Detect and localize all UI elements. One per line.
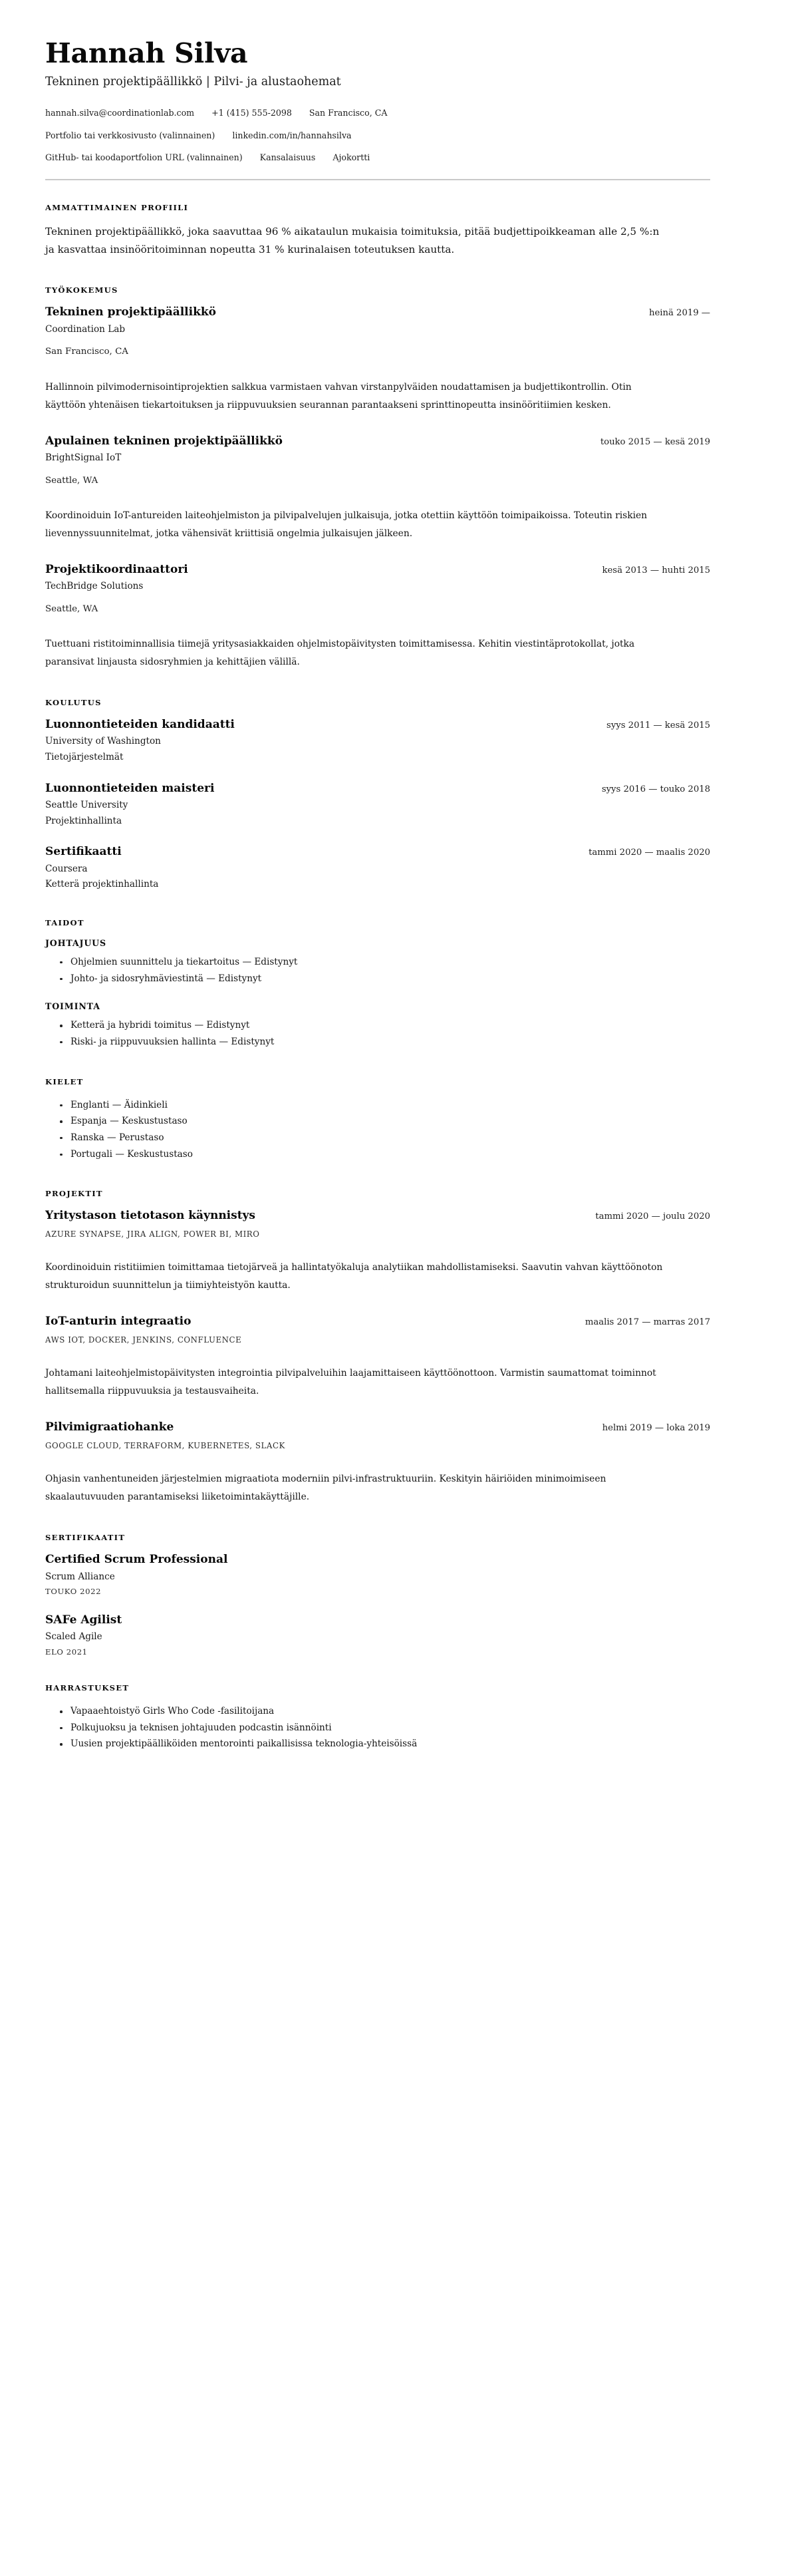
- skill-item: Riski- ja riippuvuuksien hallinta — Edistynyt: [60, 1034, 710, 1050]
- certificate-name: SAFe Agilist: [45, 1613, 122, 1627]
- candidate-name: Hannah Silva: [45, 37, 248, 69]
- education-entry: [45, 782, 710, 828]
- skill-group-operations: [45, 1001, 710, 1050]
- hobby-item: Vapaaehtoistyö Girls Who Code -fasilitoijana: [60, 1703, 710, 1720]
- contact-line-secondary: [45, 130, 710, 142]
- education-dates: syys 2016 — touko 2018: [601, 784, 710, 794]
- project-entry: [45, 1209, 710, 1295]
- section-title-hobbies: HARRASTUKSET: [45, 1683, 130, 1693]
- certificate-issuer: Scrum Alliance: [45, 1571, 115, 1582]
- project-dates: maalis 2017 — marras 2017: [585, 1317, 710, 1328]
- project-tech-stack: AWS IOT, DOCKER, JENKINS, CONFLUENCE: [45, 1335, 242, 1345]
- contact-phone[interactable]: +1 (415) 555-2098: [211, 107, 292, 118]
- project-tech-stack: GOOGLE CLOUD, TERRAFORM, KUBERNETES, SLACK: [45, 1441, 285, 1451]
- certificate-entry: [45, 1553, 710, 1596]
- project-name: Pilvimigraatiohanke: [45, 1420, 174, 1434]
- resume-header: [45, 39, 710, 164]
- experience-entry: [45, 434, 710, 543]
- section-title-projects: PROJEKTIT: [45, 1189, 103, 1199]
- certificate-issuer: Scaled Agile: [45, 1631, 102, 1643]
- experience-entry-head: [45, 563, 710, 577]
- language-item: Englanti — Äidinkieli: [60, 1097, 710, 1114]
- project-entry-head: [45, 1315, 710, 1329]
- contact-line-primary: [45, 107, 710, 120]
- section-projects: [45, 1189, 710, 1506]
- education-school: Seattle University: [45, 799, 128, 810]
- section-title-profile: AMMATTIMAINEN PROFIILI: [45, 203, 189, 213]
- experience-entry-head: [45, 434, 710, 448]
- contact-location: San Francisco, CA: [309, 107, 388, 118]
- section-title-languages: KIELET: [45, 1076, 84, 1086]
- education-entry-head: [45, 782, 710, 796]
- section-languages: [45, 1077, 710, 1163]
- experience-entry: [45, 305, 710, 414]
- skill-group-title: TOIMINTA: [45, 1001, 100, 1012]
- project-entry: [45, 1315, 710, 1400]
- project-tech-stack: AZURE SYNAPSE, JIRA ALIGN, POWER BI, MIRO: [45, 1229, 260, 1239]
- contact-line-tertiary: [45, 152, 710, 164]
- experience-description: Koordinoiduin IoT-antureiden laiteohjelmiston ja pilvipalvelujen julkaisuja, jotka otettiin käyttöön toimipaikoissa. Toteutin riskien lievennyssuunnitelmat, jotka vähensivät kriittisiä ongelmia julkaisujen jälkeen.: [45, 510, 648, 539]
- project-entry-head: [45, 1209, 710, 1223]
- experience-role: Apulainen tekninen projektipäällikkö: [45, 434, 283, 448]
- certificate-date: ELO 2021: [45, 1647, 88, 1657]
- contact-linkedin[interactable]: linkedin.com/in/hannahsilva: [232, 130, 352, 140]
- project-dates: tammi 2020 — joulu 2020: [595, 1211, 710, 1222]
- contact-nationality: Kansalaisuus: [259, 152, 316, 163]
- section-title-certificates: SERTIFIKAATIT: [45, 1533, 126, 1543]
- section-title-experience: TYÖKOKEMUS: [45, 285, 118, 295]
- hobby-item: Uusien projektipäälliköiden mentorointi paikallisissa teknologia-yhteisöissä: [60, 1736, 710, 1752]
- education-field: Tietojärjestelmät: [45, 751, 124, 762]
- skill-item: Johto- ja sidosryhmäviestintä — Edistynyt: [60, 971, 710, 987]
- education-dates: syys 2011 — kesä 2015: [606, 720, 710, 730]
- experience-company: TechBridge Solutions: [45, 581, 144, 592]
- education-degree: Sertifikaatti: [45, 845, 122, 859]
- education-entry: [45, 718, 710, 764]
- skill-group-leadership: [45, 938, 710, 987]
- project-description: Ohjasin vanhentuneiden järjestelmien migraatiota moderniin pilvi-infrastruktuuriin. Keskityin häiriöiden minimoimiseen skaalautuvuuden parantamiseksi liiketoimintakäyttäjille.: [45, 1474, 606, 1503]
- experience-location: San Francisco, CA: [45, 347, 128, 357]
- education-degree: Luonnontieteiden kandidaatti: [45, 717, 235, 731]
- project-entry-head: [45, 1420, 710, 1434]
- skill-group-title: JOHTAJUUS: [45, 937, 106, 948]
- section-hobbies: [45, 1683, 710, 1752]
- experience-dates: kesä 2013 — huhti 2015: [602, 565, 710, 575]
- contact-email[interactable]: hannah.silva@coordinationlab.com: [45, 107, 195, 118]
- section-education: [45, 698, 710, 891]
- experience-description: Tuettuani ristitoiminnallisia tiimejä yritysasiakkaiden ohjelmistopäivitysten toimittamisessa. Kehitin viestintäprotokollat, jotka paransivat linjausta sidosryhmien ja kehittäjien välillä.: [45, 639, 635, 668]
- section-title-education: KOULUTUS: [45, 697, 102, 707]
- education-entry: [45, 845, 710, 891]
- experience-description: Hallinnoin pilvimodernisointiprojektien salkkua varmistaen vahvan virstanpylväiden noudattamisen ja budjettikontrollin. Otin käyttöön yhtenäisen tiekartoituksen ja riippuvuuksien seurannan parantaakseni sprinttinopeutta insinööritiimien kesken.: [45, 381, 632, 410]
- experience-location: Seattle, WA: [45, 603, 98, 614]
- project-entry: [45, 1420, 710, 1506]
- education-school: University of Washington: [45, 736, 161, 747]
- education-school: Coursera: [45, 863, 88, 874]
- language-item: Espanja — Keskustustaso: [60, 1113, 710, 1130]
- certificate-entry: [45, 1613, 710, 1657]
- skill-list: [45, 954, 710, 987]
- hobby-list: [45, 1703, 710, 1752]
- language-item: Ranska — Perustaso: [60, 1130, 710, 1146]
- experience-dates: heinä 2019 —: [648, 308, 710, 319]
- education-degree: Luonnontieteiden maisteri: [45, 781, 215, 795]
- experience-company: BrightSignal IoT: [45, 452, 122, 463]
- education-dates: tammi 2020 — maalis 2020: [589, 848, 710, 858]
- section-profile: [45, 203, 710, 259]
- education-field: Projektinhallinta: [45, 815, 122, 826]
- experience-entry: [45, 563, 710, 671]
- experience-entry-head: [45, 305, 710, 319]
- contact-portfolio[interactable]: Portfolio tai verkkosivusto (valinnainen): [45, 130, 215, 140]
- project-description: Johtamani laiteohjelmistopäivitysten integrointia pilvipalveluihin laajamittaiseen käyttöönottoon. Varmistin saumattomat toiminnot hallitsemalla riippuvuuksia ja testausvaiheita.: [45, 1368, 656, 1397]
- education-field: Ketterä projektinhallinta: [45, 879, 159, 890]
- experience-dates: touko 2015 — kesä 2019: [600, 436, 710, 447]
- project-description: Koordinoiduin ristitiimien toimittamaa tietojärveä ja hallintatyökaluja analytiikan mahdollistamiseksi. Saavutin vahvan käyttöönoton strukturoidun suunnittelun ja tiimiyhteistyön kautta.: [45, 1262, 663, 1291]
- section-title-skills: TAIDOT: [45, 917, 84, 927]
- profile-summary-text: Tekninen projektipäällikkö, joka saavuttaa 96 % aikataulun mukaisia toimituksia, pitää budjettipoikkeaman alle 2,5 %:n ja kasvattaa insinööritoiminnan nopeutta 31 % kurinalaisen toteutuksen kautta.: [45, 226, 660, 256]
- candidate-headline: Tekninen projektipäällikkö | Pilvi- ja alustaohemat: [45, 75, 341, 88]
- skill-item: Ohjelmien suunnittelu ja tiekartoitus — Edistynyt: [60, 954, 710, 971]
- skill-list: [45, 1017, 710, 1050]
- section-certificates: [45, 1533, 710, 1657]
- certificate-name: Certified Scrum Professional: [45, 1553, 228, 1567]
- skill-item: Ketterä ja hybridi toimitus — Edistynyt: [60, 1017, 710, 1034]
- experience-location: Seattle, WA: [45, 475, 98, 486]
- language-list: [45, 1097, 710, 1163]
- education-entry-head: [45, 718, 710, 732]
- project-dates: helmi 2019 — loka 2019: [602, 1423, 710, 1434]
- section-skills: [45, 918, 710, 1050]
- certificate-date: TOUKO 2022: [45, 1587, 102, 1597]
- education-entry-head: [45, 845, 710, 859]
- hobby-item: Polkujuoksu ja teknisen johtajuuden podcastin isännöinti: [60, 1720, 710, 1736]
- language-item: Portugali — Keskustustaso: [60, 1146, 710, 1163]
- contact-github[interactable]: GitHub- tai koodaportfolion URL (valinnainen): [45, 152, 243, 163]
- experience-role: Tekninen projektipäällikkö: [45, 305, 216, 319]
- project-name: IoT-anturin integraatio: [45, 1315, 192, 1329]
- project-name: Yritystason tietotason käynnistys: [45, 1209, 256, 1223]
- experience-company: Coordination Lab: [45, 323, 126, 335]
- section-experience: [45, 285, 710, 671]
- header-divider: [45, 179, 710, 180]
- experience-role: Projektikoordinaattori: [45, 562, 188, 576]
- contact-driving-license: Ajokortti: [332, 152, 370, 163]
